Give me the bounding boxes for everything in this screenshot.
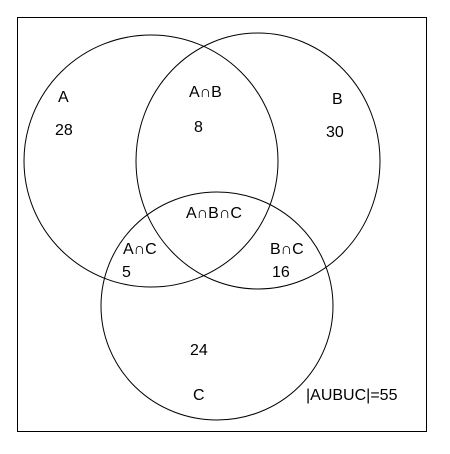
intersection-ac-value: 5 xyxy=(122,264,131,281)
set-a-only-value: 28 xyxy=(55,122,73,139)
set-c-only-value: 24 xyxy=(190,342,208,359)
intersection-ac-label: A∩C xyxy=(123,241,157,258)
circle-c xyxy=(101,192,333,420)
circle-b xyxy=(136,33,380,289)
set-b-label: B xyxy=(332,91,343,108)
intersection-abc-label: A∩B∩C xyxy=(186,205,242,222)
set-b-only-value: 30 xyxy=(326,124,344,141)
intersection-ab-label: A∩B xyxy=(189,84,222,101)
intersection-bc-value: 16 xyxy=(272,264,290,281)
union-total-note: |AUBUC|=55 xyxy=(306,387,398,404)
intersection-bc-label: B∩C xyxy=(270,241,304,258)
set-c-label: C xyxy=(193,387,205,404)
set-a-label: A xyxy=(58,89,69,106)
intersection-ab-value: 8 xyxy=(194,119,203,136)
diagram-frame xyxy=(18,18,427,432)
